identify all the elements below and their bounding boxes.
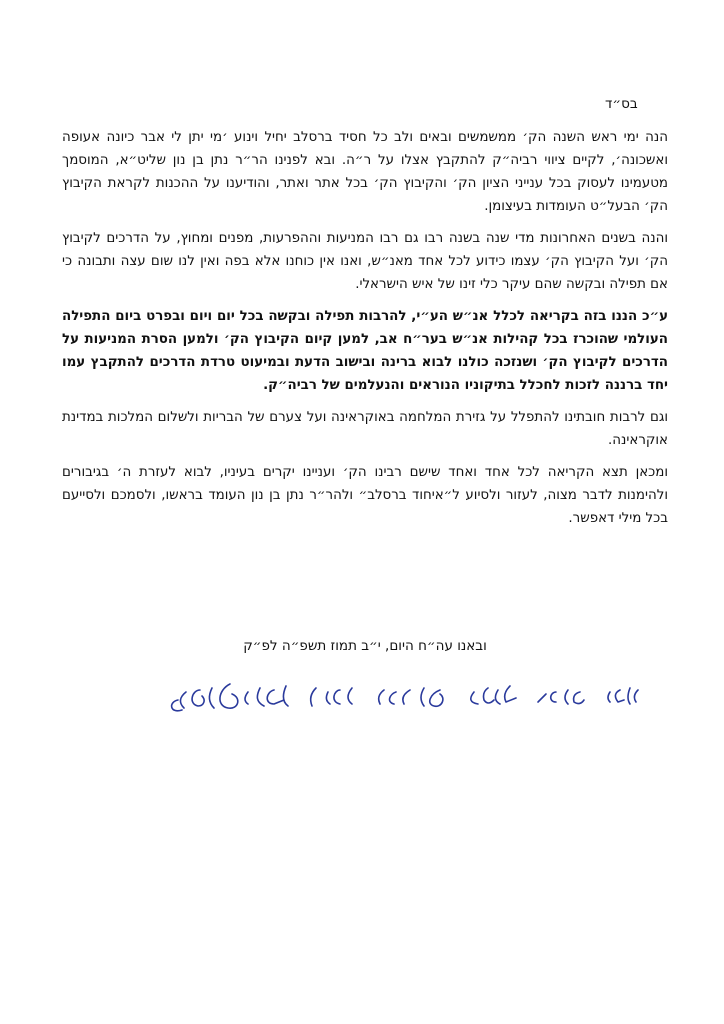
signature-1	[608, 688, 638, 704]
signature-6	[245, 686, 288, 706]
letter-body	[62, 126, 668, 539]
signature-5	[311, 688, 352, 706]
paragraph-3-bold: ע״כ הננו בזה בקריאה לכלל אנ״ש הע״י, להרבות תפילה ובקשה בכל יום ויום ובפרט ביום התפילה העולמי שהוכרז בכל קהילות אנ״ש בער״ח אב, למען קיום הקיבוץ הק׳ ולמען הסרת המניעות על הדרכים לקיבוץ הק׳ ושנזכה כולנו לבוא ברינה ובישוב הדעת ובמיעוט טרדת הדרכים להתקבץ עמו יחד ברננה לזכות לחכלל בתיקוניו הנוראים והנעלמים של רביה״ק.	[62, 309, 668, 393]
paragraph-5: ומכאן תצא הקריאה לכל אחד ואחד שישם רבינו הק׳ ועניינו יקרים בעיניו, לבוא לעזרת ה׳ בגיבורים ולהימנות לדבר מצוה, לעזור ולסיוע ל״איחוד ברסלב״ ולהר״ר נתן בן נון העומד בראשו, ולסמכם ולסייעם בכל מילי דאפשר.	[62, 465, 668, 526]
paragraph-1: הנה ימי ראש השנה הק׳ ממשמשים ובאים ולב כל חסיד ברסלב יחיל וינוע ׳מי יתן לי אבר כיונה אעופה ואשכונה׳, לקיים ציווי רביה״ק להתקבץ אצלו על ר״ה. ובא לפנינו הר״ר נתן בן נון שליט״א, המוסמך מטעמינו לעסוק בכל ענייני הציון הק׳ והקיבוץ הק׳ בכל אתר ואתר, והודיענו על ההכנות לקראת הקיבוץ הק׳ הבעל״ט העומדות בעיצומן.	[62, 130, 668, 214]
paragraph-2: והנה בשנים האחרונות מדי שנה בשנה רבו גם רבו המניעות וההפרעות, מפנים ומחוץ, על הדרכים לקיבוץ הק׳ ועל הקיבוץ הק׳ עצמו כידוע לכל אחד מאנ״ש, ואנו אין כוחנו אלא בפה ואין לנו שום עצה ותבונה כי אם תפילה ובקשה שהם עיקר כלי זינו של איש הישראלי.	[62, 231, 668, 292]
signature-2	[538, 690, 584, 704]
signature-4	[379, 688, 443, 706]
signature-3	[471, 686, 516, 704]
paragraph-4: וגם לרבות חובתינו להתפלל על גזירת המלחמה באוקראינה ועל צערם של הבריות ולשלום המלכות במדינת אוקראינה.	[62, 410, 668, 448]
signature-7	[172, 684, 238, 711]
bsd-header: בס״ד	[605, 96, 638, 112]
handwritten-signatures	[90, 676, 650, 732]
signatures	[90, 676, 650, 732]
dateline: ובאנו עה״ח היום, י״ב תמוז תשפ״ה לפ״ק	[243, 638, 487, 654]
